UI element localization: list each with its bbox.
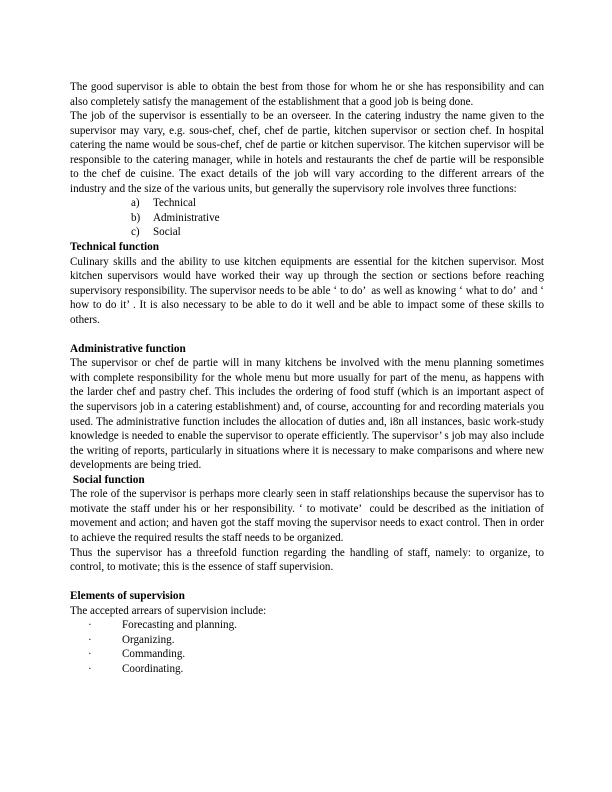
list-item xyxy=(70,618,544,633)
list-label-coordinating: Coordinating. xyxy=(122,662,184,675)
paragraph-elements-intro: The accepted arrears of supervision include: xyxy=(70,604,267,617)
list-label-forecasting: Forecasting and planning. xyxy=(122,619,237,632)
list-item: c) Social xyxy=(131,226,181,239)
middot-bullet-icon: · xyxy=(88,662,92,675)
paragraph-spacer xyxy=(70,575,544,590)
paragraph-technical-function: Culinary skills and the ability to use kitchen equipments are essential for the kitchen supervisor. Most kitchen supervisors would have worked their way up through the section or sections before reaching supervisory responsibility. The supervisor needs to be able ‘ to do’ as well as knowing ‘ what to do’ and ‘ how to do it’ . It is also necessary to be able to do it well and be able to impact some of these skills to others. xyxy=(70,255,547,326)
paragraph-spacer xyxy=(70,327,544,342)
middot-bullet-icon: · xyxy=(88,648,92,661)
document-body xyxy=(70,80,547,676)
middot-bullet-icon: · xyxy=(88,619,92,632)
list-item xyxy=(70,662,544,677)
list-label-social: Social xyxy=(153,226,181,239)
list-label-technical: Technical xyxy=(153,197,196,210)
supervisory-functions-list xyxy=(70,196,544,240)
list-item: b) Administrative xyxy=(131,211,220,224)
heading-social-function: Social function xyxy=(70,473,145,486)
list-item xyxy=(70,633,544,648)
heading-administrative-function: Administrative function xyxy=(70,342,186,355)
heading-elements-of-supervision: Elements of supervision xyxy=(70,590,185,603)
paragraph-intro-2: The job of the supervisor is essentially to be an overseer. In the catering industry the name given to the supervisor may vary, e.g. sous-chef, chef, chef de partie, kitchen supervisor or section chef. In hospital catering the name would be sous-chef, chef de partie or kitchen supervisor. The kitchen supervisor will be responsible to the catering manager, while in hotels and restaurants the chef de partie will be responsible to the chef de cuisine. The exact details of the job will vary according to the different arrears of the industry and the size of the various units, but generally the supervisory role involves three functions: xyxy=(70,110,547,195)
paragraph-administrative-function: The supervisor or chef de partie will in many kitchens be involved with the menu planning sometimes with complete responsibility for the whole menu but more usually for part of the menu, as happens with the larder chef and pastry chef. This includes the ordering of food stuff (which is an important aspect of the supervisors job in a catering establishment) and, of course, accounting for and recording materials you used. The administrative function includes the allocation of duties and, i8n all instances, basic work-study knowledge is needed to enable the supervisor to operate efficiently. The supervisor’ s job may also include the writing of reports, particularly in situations where it is necessary to make comparisons and where new developments are being tried. xyxy=(70,357,547,472)
heading-technical-function: Technical function xyxy=(70,241,160,254)
list-item: a) Technical xyxy=(131,197,196,210)
elements-of-supervision-list xyxy=(70,618,544,676)
list-label-organizing: Organizing. xyxy=(122,633,175,646)
paragraph-threefold-function: Thus the supervisor has a threefold function regarding the handling of staff, namely: to organize, to control, to motivate; this is the essence of staff supervision. xyxy=(70,546,547,574)
paragraph-social-function: The role of the supervisor is perhaps more clearly seen in staff relationships because the supervisor has to motivate the staff under his or her responsibility. ‘ to motivate’ could be described as the initiation of movement and action; and haven got the staff moving the supervisor needs to exact control. Then in order to achieve the required results the staff needs to be organized. xyxy=(70,488,547,544)
middot-bullet-icon: · xyxy=(88,633,92,646)
list-label-commanding: Commanding. xyxy=(122,648,186,661)
paragraph-intro-1: The good supervisor is able to obtain the best from those for whom he or she has responsibility and can also completely satisfy the management of the establishment that a good job is being done. xyxy=(70,81,547,108)
list-item xyxy=(70,647,544,662)
list-label-administrative: Administrative xyxy=(153,211,220,224)
